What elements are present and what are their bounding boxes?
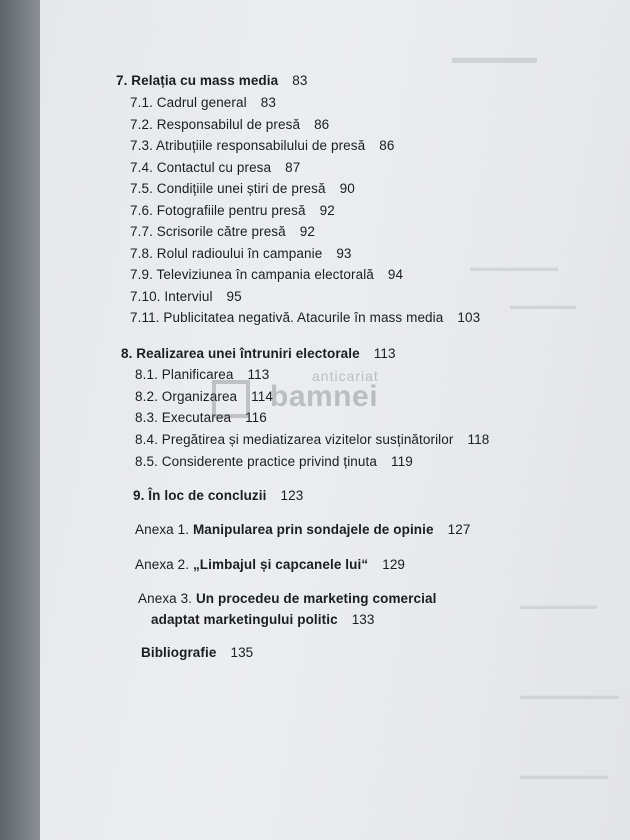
toc-entry-label: 7.5. Condițiile unei știri de presă [130,181,326,196]
toc-page-number: 94 [387,267,404,282]
annex-title: Un procedeu de marketing comercial [195,591,437,606]
show-through-line: ▬▬▬▬▬▬▬ [520,600,597,612]
toc-annex-1 [135,522,470,537]
toc-chapter-title: 7. Relația cu mass media [116,73,279,88]
toc-page-number: 129 [382,557,406,572]
toc-entry [130,160,300,175]
toc-entry-label: 8.3. Executarea [135,410,232,425]
annex-title: Manipularea prin sondajele de opinie [192,522,434,537]
toc-page-number: 127 [447,522,471,537]
toc-page-number: 103 [457,310,481,325]
toc-page-number: 87 [285,160,301,175]
toc-page-number: 90 [339,181,355,196]
toc-chapter-title: 9. În loc de concluzii [133,488,267,503]
toc-entry [130,267,403,282]
toc-page-number: 92 [299,224,315,239]
toc-entry-label: 7.4. Contactul cu presa [130,160,272,175]
toc-entry [135,454,413,469]
toc-entry-label: 7.1. Cadrul general [130,95,247,110]
watermark-line1: anticariat [312,368,379,384]
toc-entry [130,181,355,196]
toc-bibliography [141,645,253,660]
toc-page-number: 118 [467,432,490,447]
annex-prefix: Anexa 3. [138,591,193,606]
annex-prefix: Anexa 1. [135,522,190,537]
watermark-logo-icon [212,380,250,418]
toc-annex-3-continuation [151,612,375,627]
toc-entry-label: 8.5. Considerente practice privind ținuta [135,454,377,469]
toc-page-number: 133 [351,612,375,627]
toc-entry [130,95,276,110]
bibliography-title: Bibliografie [141,645,217,660]
toc-annex-3 [138,591,436,606]
toc-page-number: 95 [226,289,242,304]
toc-chapter-title: 8. Realizarea unei întruniri electorale [121,346,360,361]
toc-entry [130,289,242,304]
toc-annex-2 [135,557,405,572]
toc-entry [130,138,394,153]
toc-entry-label: 7.7. Scrisorile către presă [130,224,286,239]
watermark [212,368,447,424]
toc-page-number: 86 [314,117,330,132]
toc-entry-label: 7.11. Publicitatea negativă. Atacurile în mass media [130,310,444,325]
toc-entry [130,224,315,239]
toc-page-number: 93 [336,246,352,261]
toc-page-number: 116 [245,410,267,425]
toc-entry [130,246,352,261]
toc-page-number: 86 [379,138,395,153]
show-through-line: ▬▬▬▬▬▬▬▬ [520,770,608,782]
toc-entry [130,203,335,218]
toc-entry-label: 7.8. Rolul radioului în campanie [130,246,323,261]
show-through-heading: ▬▬▬▬▬ [452,48,537,67]
show-through-line: ▬▬▬▬▬▬▬▬▬ [520,690,619,702]
toc-page-number: 135 [230,645,254,660]
toc-page-number: 123 [280,488,304,503]
show-through-line: ▬▬▬▬▬▬▬▬ [470,262,558,274]
book-spine-shadow [0,0,40,840]
toc-page-number: 83 [260,95,276,110]
toc-entry-label: 8.2. Organizarea [135,389,238,404]
toc-page-number: 113 [373,346,396,361]
toc-entry-label: 8.4. Pregătirea și mediatizarea vizitelor susținătorilor [135,432,454,447]
toc-entry-label: 8.1. Planificarea [135,367,234,382]
toc-entry [130,117,329,132]
toc-page-number: 83 [292,73,308,88]
toc-page-number: 92 [319,203,335,218]
toc-entry [135,432,489,447]
toc-chapter-8 [121,346,396,361]
toc-chapter-7 [116,73,307,88]
toc-page-number: 114 [251,389,273,404]
annex-title-continued: adaptat marketingului politic [151,612,338,627]
toc-chapter-9 [133,488,303,503]
annex-title: „Limbajul și capcanele lui“ [192,557,369,572]
watermark-line2: bamnei [270,380,379,413]
show-through-line: ▬▬▬▬▬▬ [510,300,576,312]
toc-entry-label: 7.9. Televiziunea în campania electorală [130,267,374,282]
toc-page-number: 113 [247,367,270,382]
toc-entry-label: 7.6. Fotografiile pentru presă [130,203,306,218]
toc-page-number: 119 [391,454,413,469]
toc-entry-label: 7.2. Responsabilul de presă [130,117,301,132]
toc-entry-label: 7.3. Atribuțiile responsabilului de presă [130,138,366,153]
toc-entry [130,310,480,325]
toc-entry-label: 7.10. Interviul [130,289,213,304]
toc-page [40,0,630,840]
annex-prefix: Anexa 2. [135,557,190,572]
